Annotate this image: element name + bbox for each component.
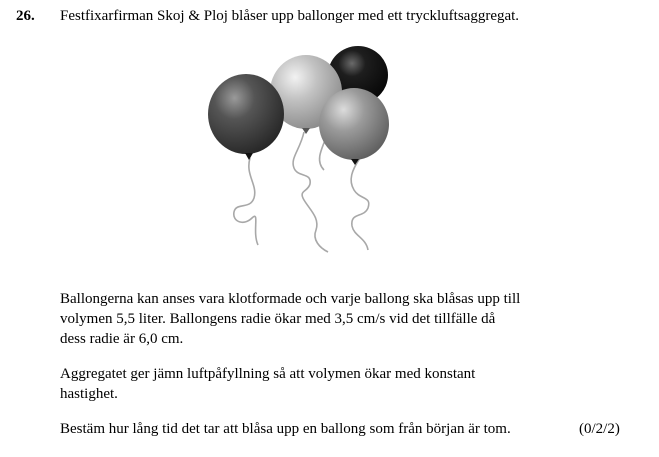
- paragraph-line: volymen 5,5 liter. Ballongens radie ökar med 3,5 cm/s vid det tillfälle då: [60, 311, 496, 327]
- paragraph-line: Ballongerna kan anses vara klotformade och varje ballong ska blåsas upp till: [60, 291, 521, 307]
- paragraph-line: hastighet.: [60, 386, 118, 402]
- task-text: Bestäm hur lång tid det tar att blåsa upp en ballong som från början är tom.: [60, 421, 511, 437]
- question-intro: Festfixarfirman Skoj & Ploj blåser upp ballonger med ett tryckluftsaggregat.: [60, 8, 520, 24]
- paragraph-balloon-facts: [60, 289, 520, 349]
- dark-grey-balloon-left: [208, 74, 284, 160]
- paragraph-airflow: [60, 364, 475, 404]
- balloons-illustration: [200, 40, 420, 270]
- points-label: (0/2/2): [579, 421, 620, 437]
- paragraph-line: Aggregatet ger jämn luftpåfyllning så att volymen ökar med konstant: [60, 366, 476, 382]
- grey-balloon-front: [319, 88, 389, 165]
- paragraph-line: dess radie är 6,0 cm.: [60, 331, 184, 347]
- question-number: 26.: [16, 8, 35, 24]
